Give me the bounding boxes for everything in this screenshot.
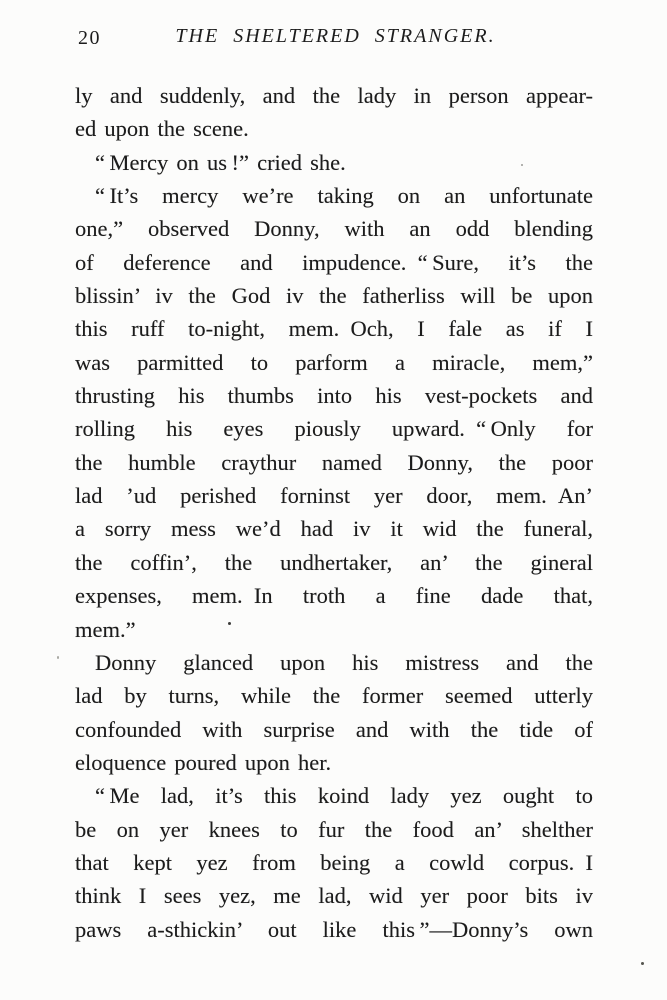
text-line: “ Mercy on us !” cried she. [95, 149, 346, 175]
scan-speck [228, 622, 231, 625]
text-line: ly and suddenly, and the lady in person appear- [75, 83, 593, 108]
text-line: think I sees yez, me lad, wid yer poor bits iv [75, 883, 593, 909]
text-line: “ It’s mercy we’re taking on an unfortunate [95, 183, 593, 209]
text-line: was parmitted to parform a miracle, mem,” [75, 349, 593, 375]
text-line: lad by turns, while the former seemed utterly [75, 683, 593, 709]
scan-speck [521, 164, 523, 166]
text-line: mem.” [75, 616, 136, 642]
text-line: the coffin’, the undhertaker, an’ the gineral [75, 549, 593, 575]
text-line: blissin’ iv the God iv the fatherliss will be upon [75, 283, 593, 309]
text-line: a sorry mess we’d had iv it wid the funeral, [75, 516, 593, 542]
text-line: this ruff to-night, mem. Och, I fale as if I [75, 316, 593, 342]
text-line: “ Me lad, it’s this koind lady yez ought to [95, 783, 593, 809]
text-line: of deference and impudence. “ Sure, it’s the [75, 249, 593, 275]
text-line: that kept yez from being a cowld corpus. I [75, 849, 593, 875]
text-line: ed upon the scene. [75, 116, 249, 142]
running-title: THE SHELTERED STRANGER. [175, 25, 496, 47]
text-line: Donny glanced upon his mistress and the [95, 649, 593, 675]
page-header [76, 25, 595, 53]
page-number: 20 [78, 27, 101, 49]
text-line: paws a-sthickin’ out like this ”—Donny’s own [75, 916, 593, 942]
text-line: the humble craythur named Donny, the poor [75, 449, 593, 475]
text-line: eloquence poured upon her. [75, 749, 332, 775]
body-text [75, 79, 593, 946]
text-line: thrusting his thumbs into his vest-pockets and [75, 383, 593, 409]
text-line: one,” observed Donny, with an odd blending [75, 216, 593, 242]
scan-speck [57, 656, 59, 659]
text-line: rolling his eyes piously upward. “ Only for [75, 416, 593, 442]
text-line: confounded with surprise and with the tide of [75, 716, 593, 742]
scan-speck [641, 962, 644, 965]
text-line: lad ’ud perished forninst yer door, mem. An’ [75, 483, 593, 509]
text-line: expenses, mem. In troth a fine dade that, [75, 583, 593, 609]
text-line: be on yer knees to fur the food an’ shelther [75, 816, 593, 842]
